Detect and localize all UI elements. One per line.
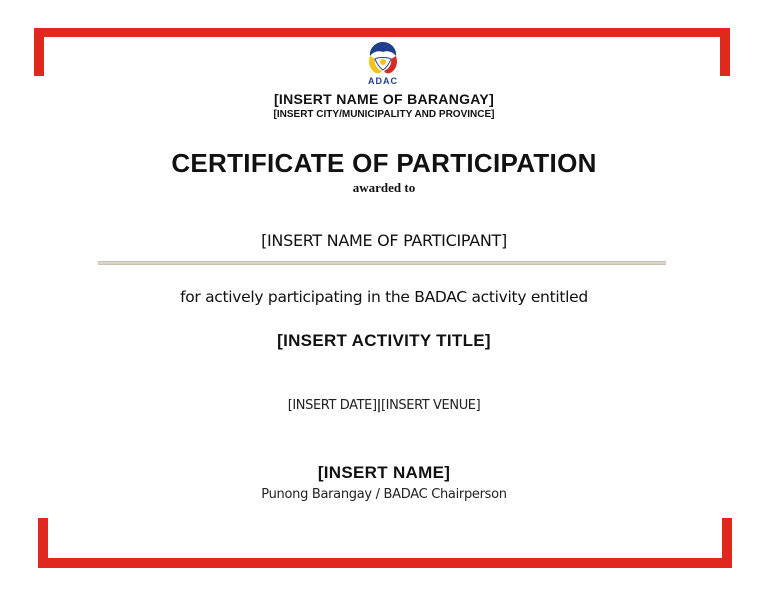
frame-bottom-bar (38, 558, 732, 568)
frame-bottom-right-corner (722, 518, 732, 568)
activity-venue: [INSERT VENUE] (381, 398, 481, 413)
frame-bottom-left-corner (38, 518, 48, 568)
logo-text: ADAC (368, 76, 398, 86)
date-venue-line (0, 398, 768, 413)
activity-date: [INSERT DATE] (287, 398, 377, 413)
awarded-to-text: awarded to (352, 180, 416, 195)
signatory-role: Punong Barangay / BADAC Chairperson (261, 487, 507, 502)
barangay-name: [INSERT NAME OF BARANGAY] (273, 91, 495, 107)
frame-top-right-corner (720, 28, 730, 76)
certificate-title: CERTIFICATE OF PARTICIPATION (171, 148, 597, 178)
adac-logo (360, 40, 406, 90)
name-underline (98, 261, 666, 265)
participant-name: [INSERT NAME OF PARTICIPANT] (261, 231, 507, 250)
signatory-name: [INSERT NAME] (317, 463, 451, 482)
frame-top-left-corner (34, 28, 44, 76)
participation-reason: for actively participating in the BADAC activity entitled (180, 288, 588, 306)
activity-title: [INSERT ACTIVITY TITLE] (277, 331, 491, 350)
date-venue-separator: | (376, 398, 381, 413)
adac-logo-icon (360, 40, 406, 76)
city-province: [INSERT CITY/MUNICIPALITY AND PROVINCE] (273, 109, 495, 120)
frame-top-bar (34, 28, 730, 37)
